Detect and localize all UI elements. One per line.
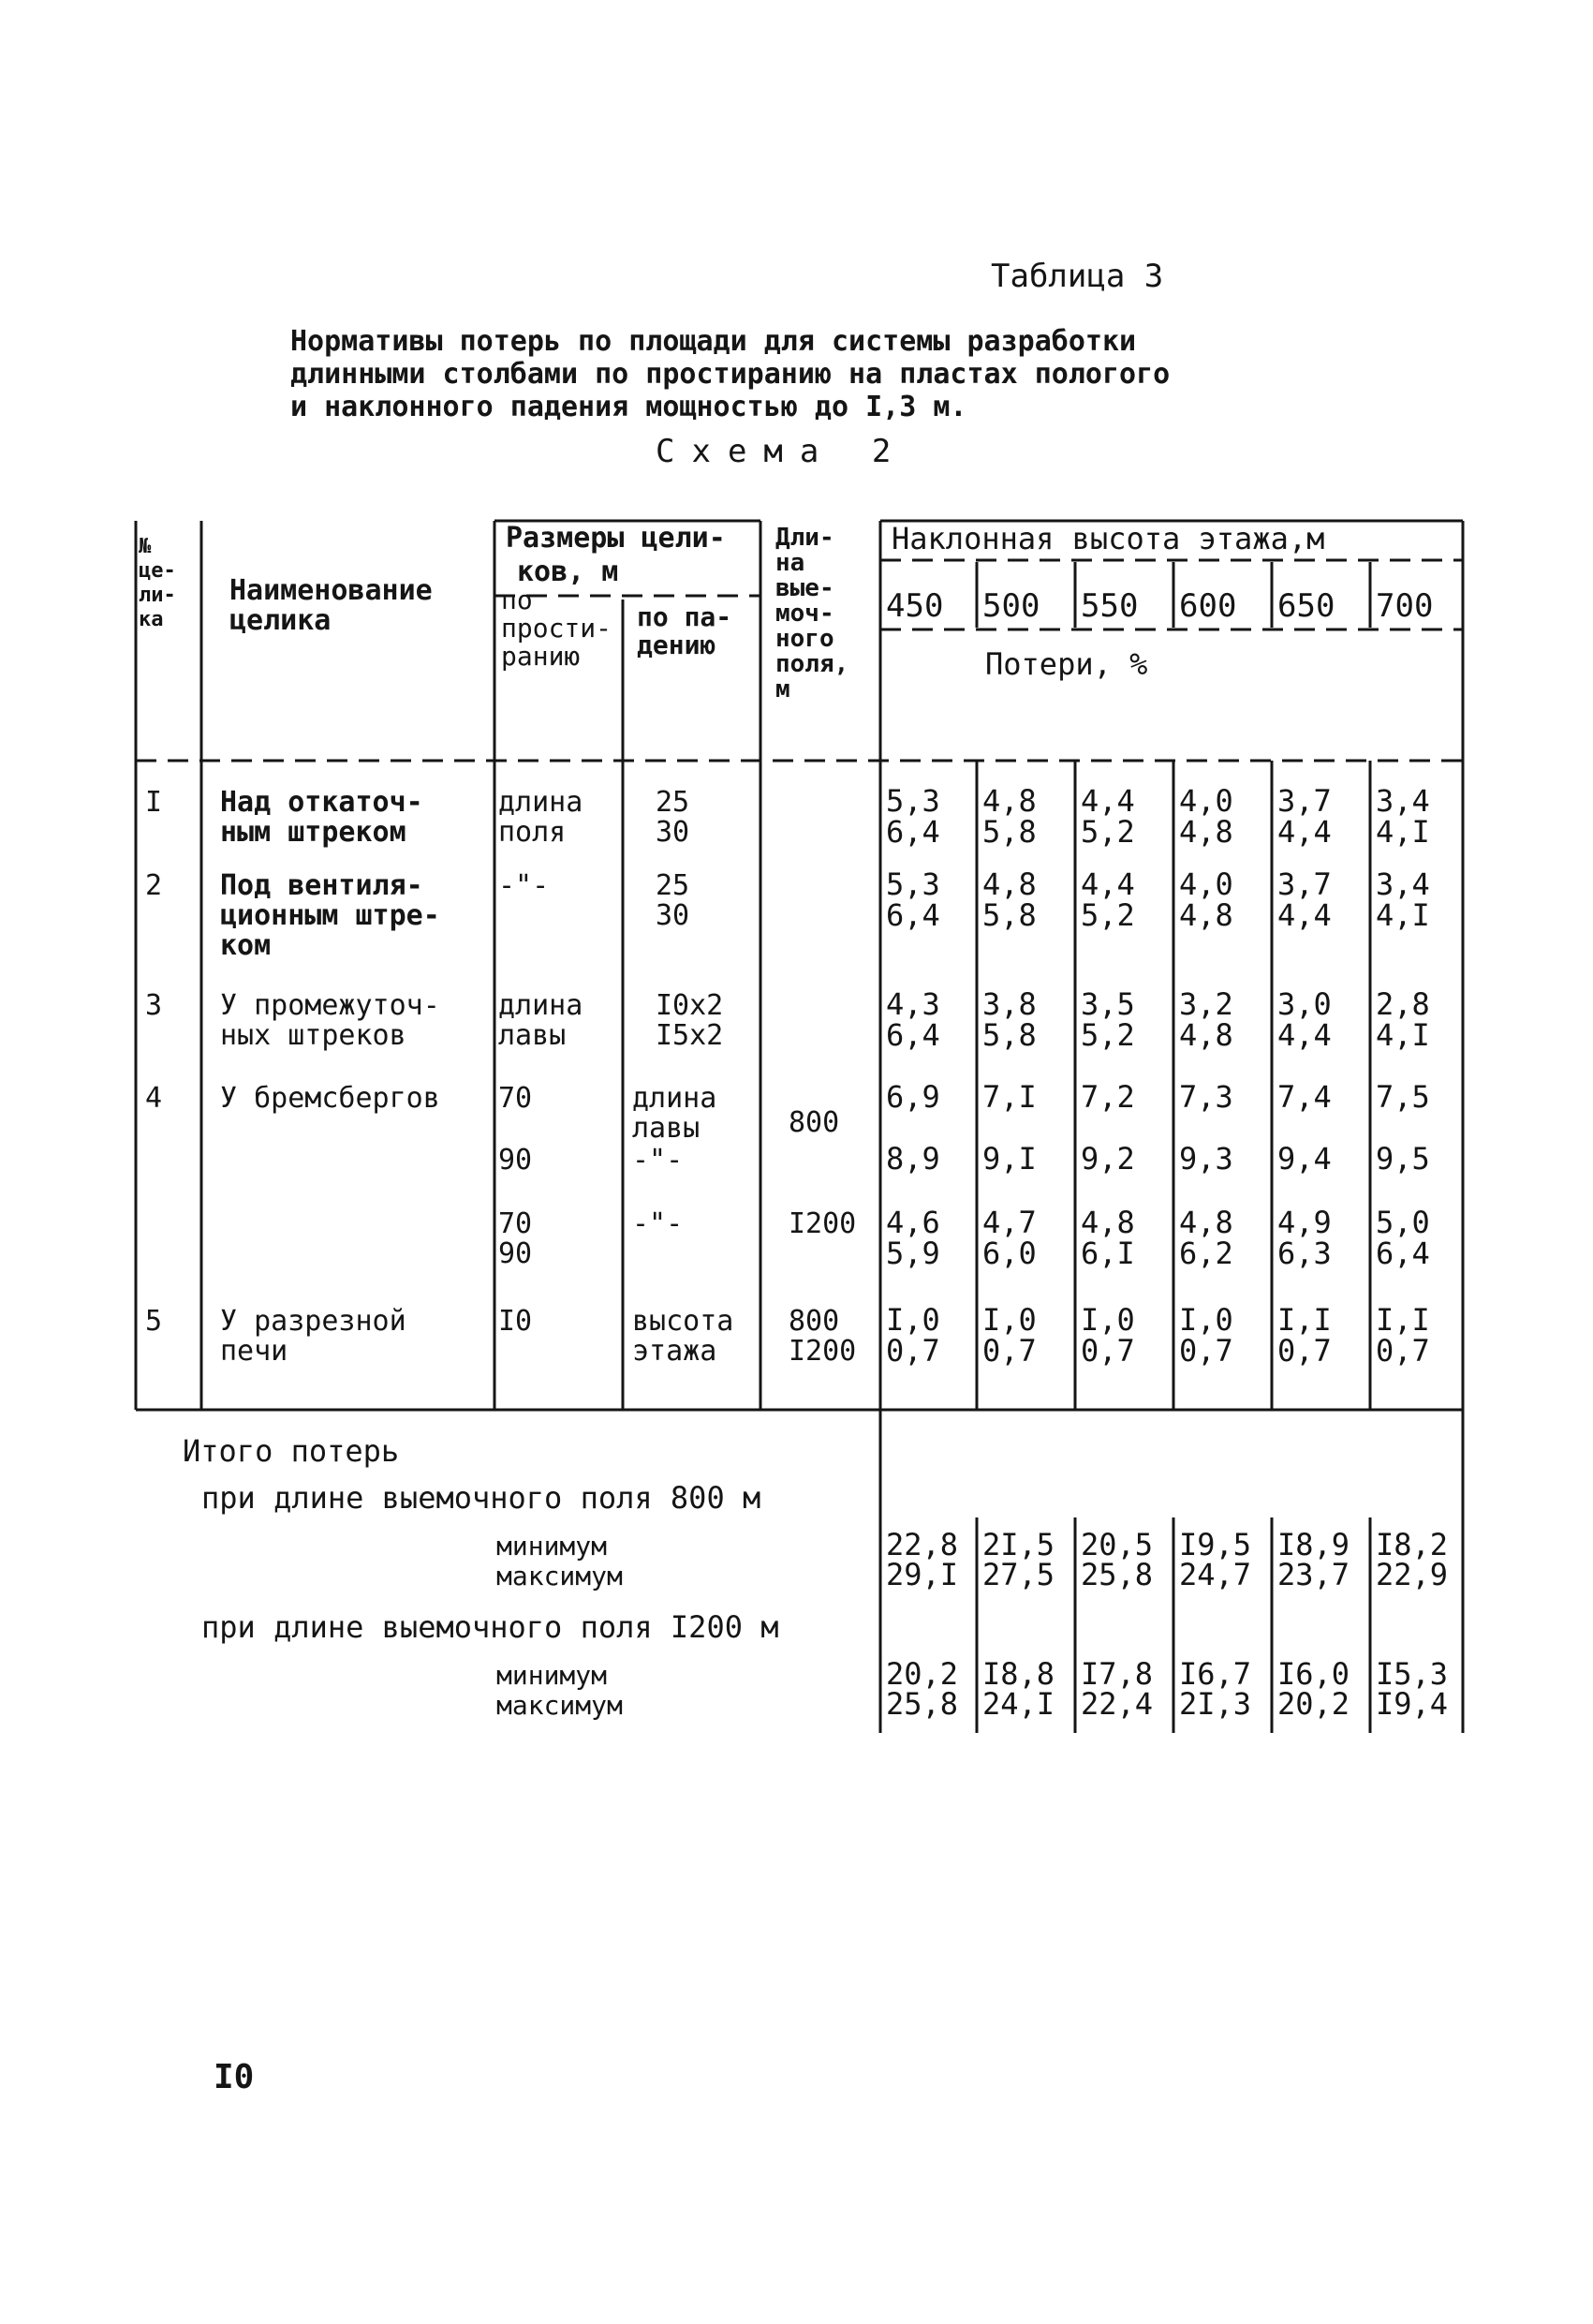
- loss-value: 0,7: [1179, 1333, 1233, 1369]
- number-header: №: [139, 535, 152, 558]
- strike-header: ранию: [501, 641, 581, 672]
- panel-length-header: Дли-: [775, 524, 834, 552]
- loss-value: 6,2: [1179, 1236, 1233, 1271]
- loss-value: 3,7: [1277, 783, 1332, 819]
- row-name: ных штреков: [220, 1019, 406, 1052]
- total-min-value: 20,5: [1081, 1527, 1154, 1562]
- panel-length-header: ного: [775, 625, 834, 653]
- loss-value: 7,4: [1277, 1079, 1332, 1115]
- total-max-value: 24,I: [982, 1686, 1055, 1722]
- loss-value: 9,I: [982, 1141, 1037, 1177]
- loss-value: 3,5: [1081, 986, 1135, 1022]
- panel-length-header: поля,: [775, 650, 849, 678]
- loss-value: 4,0: [1179, 783, 1233, 819]
- loss-value: 4,I: [1376, 1017, 1430, 1053]
- sizes-header: ков, м: [517, 555, 619, 588]
- loss-value: 6,4: [886, 814, 940, 850]
- loss-value: 5,2: [1081, 814, 1135, 850]
- loss-value: 4,I: [1376, 814, 1430, 850]
- title-line: и наклонного падения мощностью до I,3 м.: [290, 391, 967, 423]
- row-dip: 25: [656, 869, 690, 902]
- loss-value: 5,9: [886, 1236, 940, 1271]
- page-number: I0: [214, 2058, 255, 2096]
- loss-value: 3,8: [982, 986, 1037, 1022]
- loss-value: 5,8: [982, 1017, 1037, 1053]
- row-dip: лавы: [632, 1112, 701, 1145]
- totals-group-label: при длине выемочного поля I200 м: [201, 1609, 779, 1645]
- row-strike: длина: [498, 786, 583, 819]
- loss-value: 9,3: [1179, 1141, 1233, 1177]
- loss-value: 4,4: [1277, 897, 1332, 933]
- loss-value: 3,0: [1277, 986, 1332, 1022]
- loss-value: 6,4: [1376, 1236, 1430, 1271]
- loss-value: 6,3: [1277, 1236, 1332, 1271]
- loss-value: 2,8: [1376, 986, 1430, 1022]
- loss-value: 6,0: [982, 1236, 1037, 1271]
- loss-value: 6,4: [886, 897, 940, 933]
- number-header: це-: [139, 559, 176, 583]
- totals-group-label: при длине выемочного поля 800 м: [201, 1480, 761, 1516]
- caption: Таблица 3: [991, 258, 1164, 295]
- height-value: 450: [886, 587, 944, 625]
- loss-value: 0,7: [886, 1333, 940, 1369]
- row-name: У разрезной: [220, 1305, 406, 1338]
- total-max-value: 2I,3: [1179, 1686, 1252, 1722]
- loss-value: 4,8: [982, 783, 1037, 819]
- row-number: 2: [145, 869, 163, 902]
- total-min-value: 20,2: [886, 1656, 959, 1692]
- loss-value: 5,8: [982, 897, 1037, 933]
- row-name: Под вентиля-: [220, 869, 423, 902]
- loss-value: 6,9: [886, 1079, 940, 1115]
- height-value: 500: [982, 587, 1040, 625]
- row-dip: высота: [632, 1305, 734, 1338]
- loss-value: 3,2: [1179, 986, 1233, 1022]
- row-dip: длина: [632, 1082, 717, 1115]
- total-min-value: 2I,5: [982, 1527, 1055, 1562]
- table-text: [139, 521, 1448, 1722]
- row-number: 3: [145, 989, 163, 1022]
- strike-header: по: [501, 585, 533, 615]
- loss-value: I,0: [1179, 1302, 1233, 1338]
- row-dip: I0x2: [656, 989, 724, 1022]
- loss-value: 0,7: [982, 1333, 1037, 1369]
- loss-value: I,0: [982, 1302, 1037, 1338]
- panel-length-header: на: [775, 549, 805, 577]
- loss-value: 5,0: [1376, 1205, 1430, 1240]
- total-min-value: I5,3: [1376, 1656, 1449, 1692]
- loss-value: 5,3: [886, 783, 940, 819]
- loss-value: I,0: [1081, 1302, 1135, 1338]
- loss-value: 4,8: [1179, 1205, 1233, 1240]
- loss-value: 3,4: [1376, 783, 1430, 819]
- panel-length-header: вые-: [775, 574, 834, 602]
- row-panel-length: I200: [789, 1207, 857, 1240]
- total-max-value: 22,9: [1376, 1557, 1449, 1592]
- total-max-value: 27,5: [982, 1557, 1055, 1592]
- row-dip: -"-: [632, 1207, 684, 1240]
- title-line: Нормативы потерь по площади для системы разработки: [290, 325, 1137, 358]
- row-dip: I5x2: [656, 1019, 724, 1052]
- total-max-value: 29,I: [886, 1557, 959, 1592]
- row-panel-length: I200: [789, 1335, 857, 1368]
- number-header: ли-: [139, 584, 176, 607]
- row-name: У бремсбергов: [220, 1082, 440, 1115]
- row-number: 4: [145, 1082, 163, 1115]
- loss-value: 5,3: [886, 866, 940, 902]
- loss-value: 4,8: [982, 866, 1037, 902]
- losses-header: Потери, %: [985, 646, 1148, 682]
- number-header: ка: [139, 608, 164, 631]
- strike-header: прости-: [501, 613, 612, 644]
- loss-value: I,I: [1376, 1302, 1430, 1338]
- row-name: Над откаточ-: [220, 786, 423, 819]
- row-number: 5: [145, 1305, 163, 1338]
- min-label: минимум: [496, 1531, 608, 1562]
- panel-length-header: м: [775, 675, 790, 703]
- loss-value: 9,4: [1277, 1141, 1332, 1177]
- name-header: целика: [229, 604, 332, 637]
- totals-title: Итого потерь: [183, 1433, 400, 1469]
- loss-value: 4,9: [1277, 1205, 1332, 1240]
- row-panel-length: 800: [789, 1106, 840, 1139]
- row-dip: этажа: [632, 1335, 717, 1368]
- loss-value: 7,I: [982, 1079, 1037, 1115]
- row-strike: длина: [498, 989, 583, 1022]
- min-label: минимум: [496, 1660, 608, 1691]
- total-min-value: I9,5: [1179, 1527, 1252, 1562]
- loss-value: 6,4: [886, 1017, 940, 1053]
- panel-length-header: моч-: [775, 600, 834, 628]
- total-max-value: 25,8: [1081, 1557, 1154, 1592]
- row-dip: -"-: [632, 1144, 684, 1177]
- loss-value: 7,2: [1081, 1079, 1135, 1115]
- row-name: печи: [220, 1335, 288, 1368]
- loss-value: I,0: [886, 1302, 940, 1338]
- loss-value: 4,4: [1081, 866, 1135, 902]
- total-min-value: I8,2: [1376, 1527, 1449, 1562]
- height-value: 600: [1179, 587, 1237, 625]
- loss-value: 4,4: [1277, 1017, 1332, 1053]
- loss-value: 4,7: [982, 1205, 1037, 1240]
- row-number: I: [145, 786, 163, 819]
- max-label: максимум: [496, 1690, 623, 1721]
- total-max-value: 23,7: [1277, 1557, 1350, 1592]
- row-dip: 30: [656, 816, 690, 849]
- row-dip: 30: [656, 899, 690, 932]
- loss-value: 4,4: [1081, 783, 1135, 819]
- loss-value: 0,7: [1081, 1333, 1135, 1369]
- max-label: максимум: [496, 1561, 623, 1591]
- total-min-value: I8,8: [982, 1656, 1055, 1692]
- loss-value: 9,5: [1376, 1141, 1430, 1177]
- row-strike: лавы: [498, 1019, 567, 1052]
- row-strike: 90: [498, 1144, 533, 1177]
- loss-value: 6,I: [1081, 1236, 1135, 1271]
- row-name: ционным штре-: [220, 899, 440, 932]
- total-max-value: 24,7: [1179, 1557, 1252, 1592]
- loss-value: 4,4: [1277, 814, 1332, 850]
- row-strike: I0: [498, 1305, 533, 1338]
- loss-value: 9,2: [1081, 1141, 1135, 1177]
- dip-header: дению: [637, 629, 716, 660]
- loss-value: 8,9: [886, 1141, 940, 1177]
- row-name: У промежуточ-: [220, 989, 440, 1022]
- loss-value: 7,5: [1376, 1079, 1430, 1115]
- loss-value: 5,2: [1081, 1017, 1135, 1053]
- loss-value: 4,6: [886, 1205, 940, 1240]
- row-dip: 25: [656, 786, 690, 819]
- title-line: длинными столбами по простиранию на пластах пологого: [290, 358, 1171, 391]
- row-strike: 70: [498, 1207, 533, 1240]
- total-max-value: 20,2: [1277, 1686, 1350, 1722]
- loss-value: 4,8: [1081, 1205, 1135, 1240]
- row-strike: -"-: [498, 869, 550, 902]
- row-panel-length: 800: [789, 1305, 840, 1338]
- height-value: 550: [1081, 587, 1139, 625]
- total-min-value: I6,0: [1277, 1656, 1350, 1692]
- total-min-value: 22,8: [886, 1527, 959, 1562]
- loss-value: 7,3: [1179, 1079, 1233, 1115]
- sizes-header: Размеры цели-: [506, 522, 726, 555]
- row-name: ным штреком: [220, 816, 406, 849]
- total-min-value: I8,9: [1277, 1527, 1350, 1562]
- loss-value: 5,8: [982, 814, 1037, 850]
- total-max-value: 22,4: [1081, 1686, 1154, 1722]
- row-strike: 90: [498, 1237, 533, 1270]
- height-value: 700: [1376, 587, 1434, 625]
- loss-value: 0,7: [1277, 1333, 1332, 1369]
- row-name: ком: [220, 929, 272, 962]
- loss-value: 4,3: [886, 986, 940, 1022]
- loss-value: 4,0: [1179, 866, 1233, 902]
- total-max-value: I9,4: [1376, 1686, 1449, 1722]
- name-header: Наименование: [229, 574, 433, 607]
- incline-height-header: Наклонная высота этажа,м: [892, 521, 1325, 556]
- row-strike: 70: [498, 1082, 533, 1115]
- loss-value: 4,8: [1179, 897, 1233, 933]
- total-min-value: I7,8: [1081, 1656, 1154, 1692]
- row-strike: поля: [498, 816, 567, 849]
- loss-value: 5,2: [1081, 897, 1135, 933]
- loss-value: 3,4: [1376, 866, 1430, 902]
- total-min-value: I6,7: [1179, 1656, 1252, 1692]
- total-max-value: 25,8: [886, 1686, 959, 1722]
- loss-value: 4,I: [1376, 897, 1430, 933]
- loss-value: 4,8: [1179, 814, 1233, 850]
- height-value: 650: [1277, 587, 1335, 625]
- loss-value: 0,7: [1376, 1333, 1430, 1369]
- scheme-label: Схема 2: [656, 433, 908, 470]
- dip-header: по па-: [637, 601, 732, 632]
- loss-value: I,I: [1277, 1302, 1332, 1338]
- loss-value: 3,7: [1277, 866, 1332, 902]
- loss-value: 4,8: [1179, 1017, 1233, 1053]
